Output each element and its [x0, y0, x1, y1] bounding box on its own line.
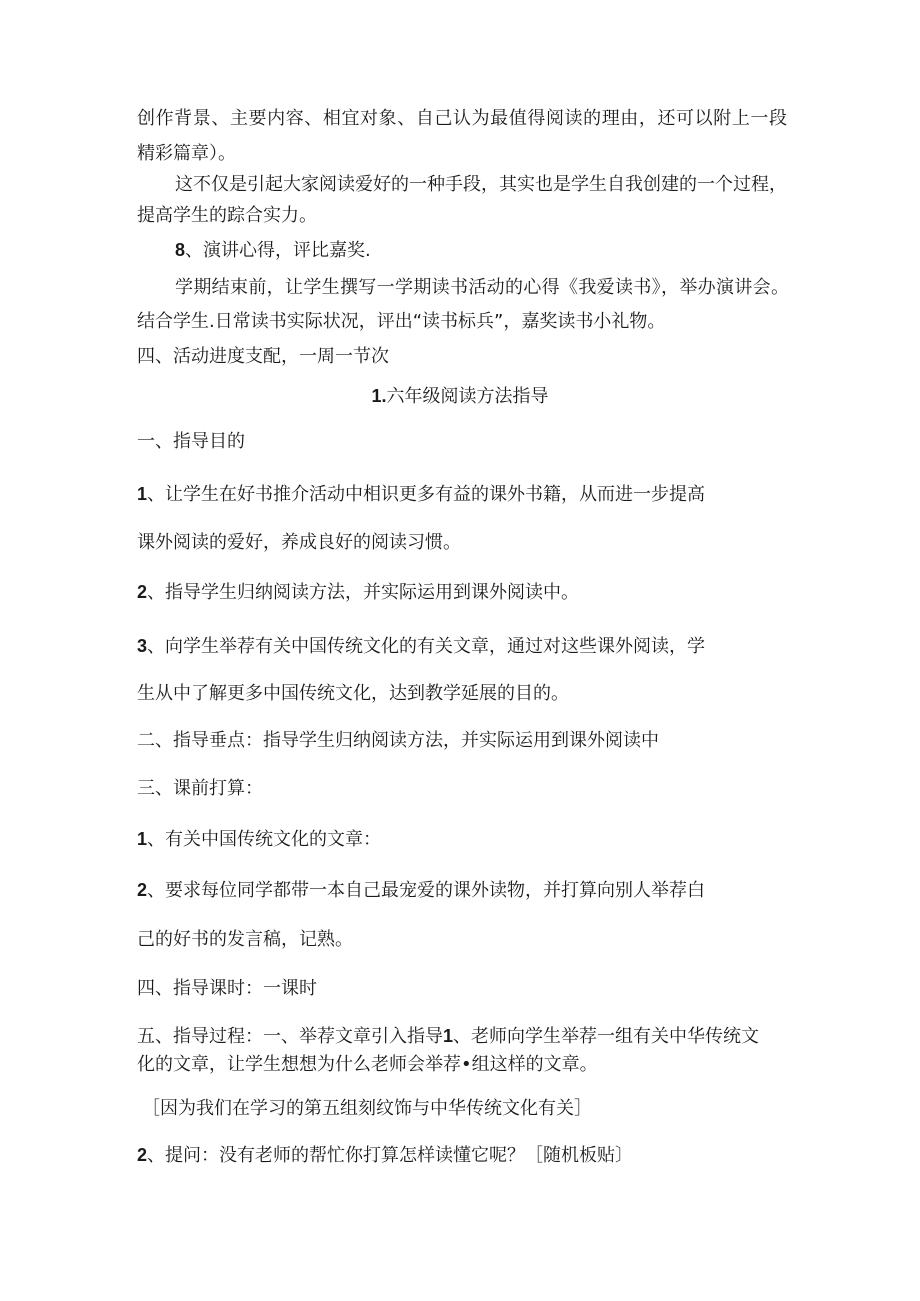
page-title: 1.六年级阅读方法指导: [371, 386, 549, 407]
paragraph-line: 生从中了解更多中国传统文化，达到教学延展的目的。: [137, 683, 569, 704]
section-heading: 8、演讲心得，评比嘉奖.: [175, 240, 371, 261]
list-item: 1、有关中国传统文化的文章：: [137, 829, 382, 850]
list-item: 1、让学生在好书推介活动中相识更多有益的课外书籍，从而进一步提高: [137, 484, 706, 505]
section-heading: 二、指导垂点：指导学生归纳阅读方法，并实际运用到课外阅读中: [137, 730, 659, 751]
paragraph-line: 课外阅读的爱好，养成良好的阅读习惯。: [137, 532, 461, 553]
paragraph-line: 己的好书的发言稿，记熟。: [137, 929, 353, 950]
paragraph-line: 提高学生的踪合实力。: [137, 205, 317, 226]
paragraph-line: 创作背景、主要内容、相宜对象、自己认为最值得阅读的理由，还可以附上一段: [137, 108, 787, 129]
list-item: 2、指导学生归纳阅读方法，并实际运用到课外阅读中。: [137, 582, 580, 603]
paragraph-line: 化的文章，让学生想想为什么老师会举荐•组这样的文章。: [137, 1054, 598, 1075]
list-item: 2、提问：没有老师的帮忙你打算怎样读懂它呢？［随机板贴〕: [137, 1145, 634, 1166]
paragraph-line: 五、指导过程：一、举荐文章引入指导1、老师向学生举荐一组有关中华传统文: [137, 1026, 760, 1047]
section-heading: 四、指导课时：一课时: [137, 978, 317, 999]
section-heading: 三、课前打算：: [137, 778, 263, 799]
paragraph-line: ［因为我们在学习的第五组刻纹饰与中华传统文化有关］: [142, 1098, 592, 1119]
paragraph-line: 精彩篇章）。: [137, 143, 236, 164]
paragraph-line: 学期结束前，让学生撰写一学期读书活动的心得《我爱读书》，举办演讲会。: [175, 277, 789, 298]
paragraph-line: 结合学生.日常读书实际状况，评出“读书标兵”，嘉奖读书小礼物。: [137, 311, 666, 332]
paragraph-line: 这不仅是引起大家阅读爱好的一种手段，其实也是学生自我创建的一个过程，: [175, 174, 787, 195]
section-heading: 一、指导目的: [137, 431, 245, 452]
list-item: 2、要求每位同学都带一本自己最宠爱的课外读物，并打算向别人举荐白: [137, 880, 706, 901]
section-heading: 四、活动进度支配，一周一节次: [137, 346, 389, 367]
list-item: 3、向学生举荐有关中国传统文化的有关文章，通过对这些课外阅读，学: [137, 636, 706, 657]
